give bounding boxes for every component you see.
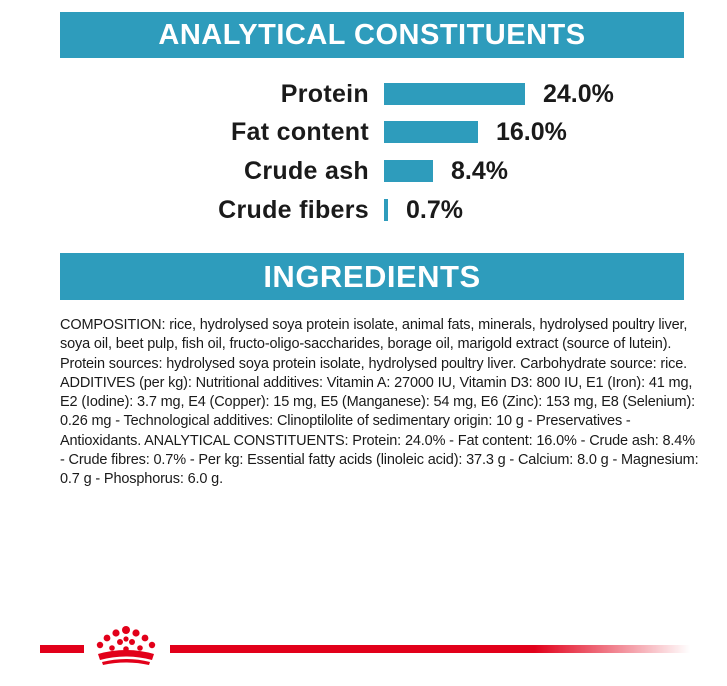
constituent-value: 8.4%: [451, 157, 508, 185]
constituent-value: 0.7%: [406, 196, 463, 224]
constituent-value: 24.0%: [543, 80, 614, 108]
royal-crown-logo-icon: [86, 624, 166, 668]
constituent-bar: [384, 199, 388, 221]
constituent-bar: [384, 160, 433, 182]
constituent-value: 16.0%: [496, 118, 567, 146]
constituent-bar: [384, 121, 478, 143]
constituent-row-protein: [0, 79, 727, 109]
ingredients-header: INGREDIENTS: [60, 253, 684, 300]
constituent-bar: [384, 83, 525, 105]
constituent-label: Crude fibers: [218, 196, 369, 224]
analytical-constituents-header: ANALYTICAL CONSTITUENTS: [60, 12, 684, 58]
constituent-label: Protein: [280, 80, 369, 108]
composition-text: COMPOSITION: rice, hydrolysed soya protein isolate, animal fats, minerals, hydrolysed poultry liver, soya oil, beet pulp, fish oil, fructo-oligo-saccharides, borage oil, marigold extract (source of lutein). Protein sources: hydrolysed soya protein isolate, hydrolysed poultry liver. Carbohydrate source: rice. ADDITIVES (per kg): Nutritional additives: Vitamin A: 27000 IU, Vitamin D3: 800 IU, E1 (Iron): 41 mg, E2 (Iodine): 3.7 mg, E4 (Copper): 15 mg, E5 (Manganese): 54 mg, E6 (Zinc): 153 mg, E8 (Selenium): 0.26 mg - Technological additives: Clinoptilolite of sedimentary origin: 10 g - Preservatives - Antioxidants. ANALYTICAL CONSTITUENTS: Protein: 24.0% - Fat content: 16.0% - Crude ash: 8.4% - Crude fibres: 0.7% - Per kg: Essential fatty acids (linoleic acid): 37.3 g - Calcium: 8.0 g - Magnesium: 0.7 g - Phosphorus: 6.0 g.: [60, 317, 699, 488]
constituent-row-fibers: [0, 195, 727, 225]
constituent-row-fat: [0, 117, 727, 147]
footer-red-line-left: [40, 645, 84, 653]
footer-red-line-right: [170, 645, 690, 653]
constituent-label: Fat content: [230, 118, 369, 146]
constituent-label: Crude ash: [244, 157, 369, 185]
constituent-row-ash: [0, 156, 727, 186]
